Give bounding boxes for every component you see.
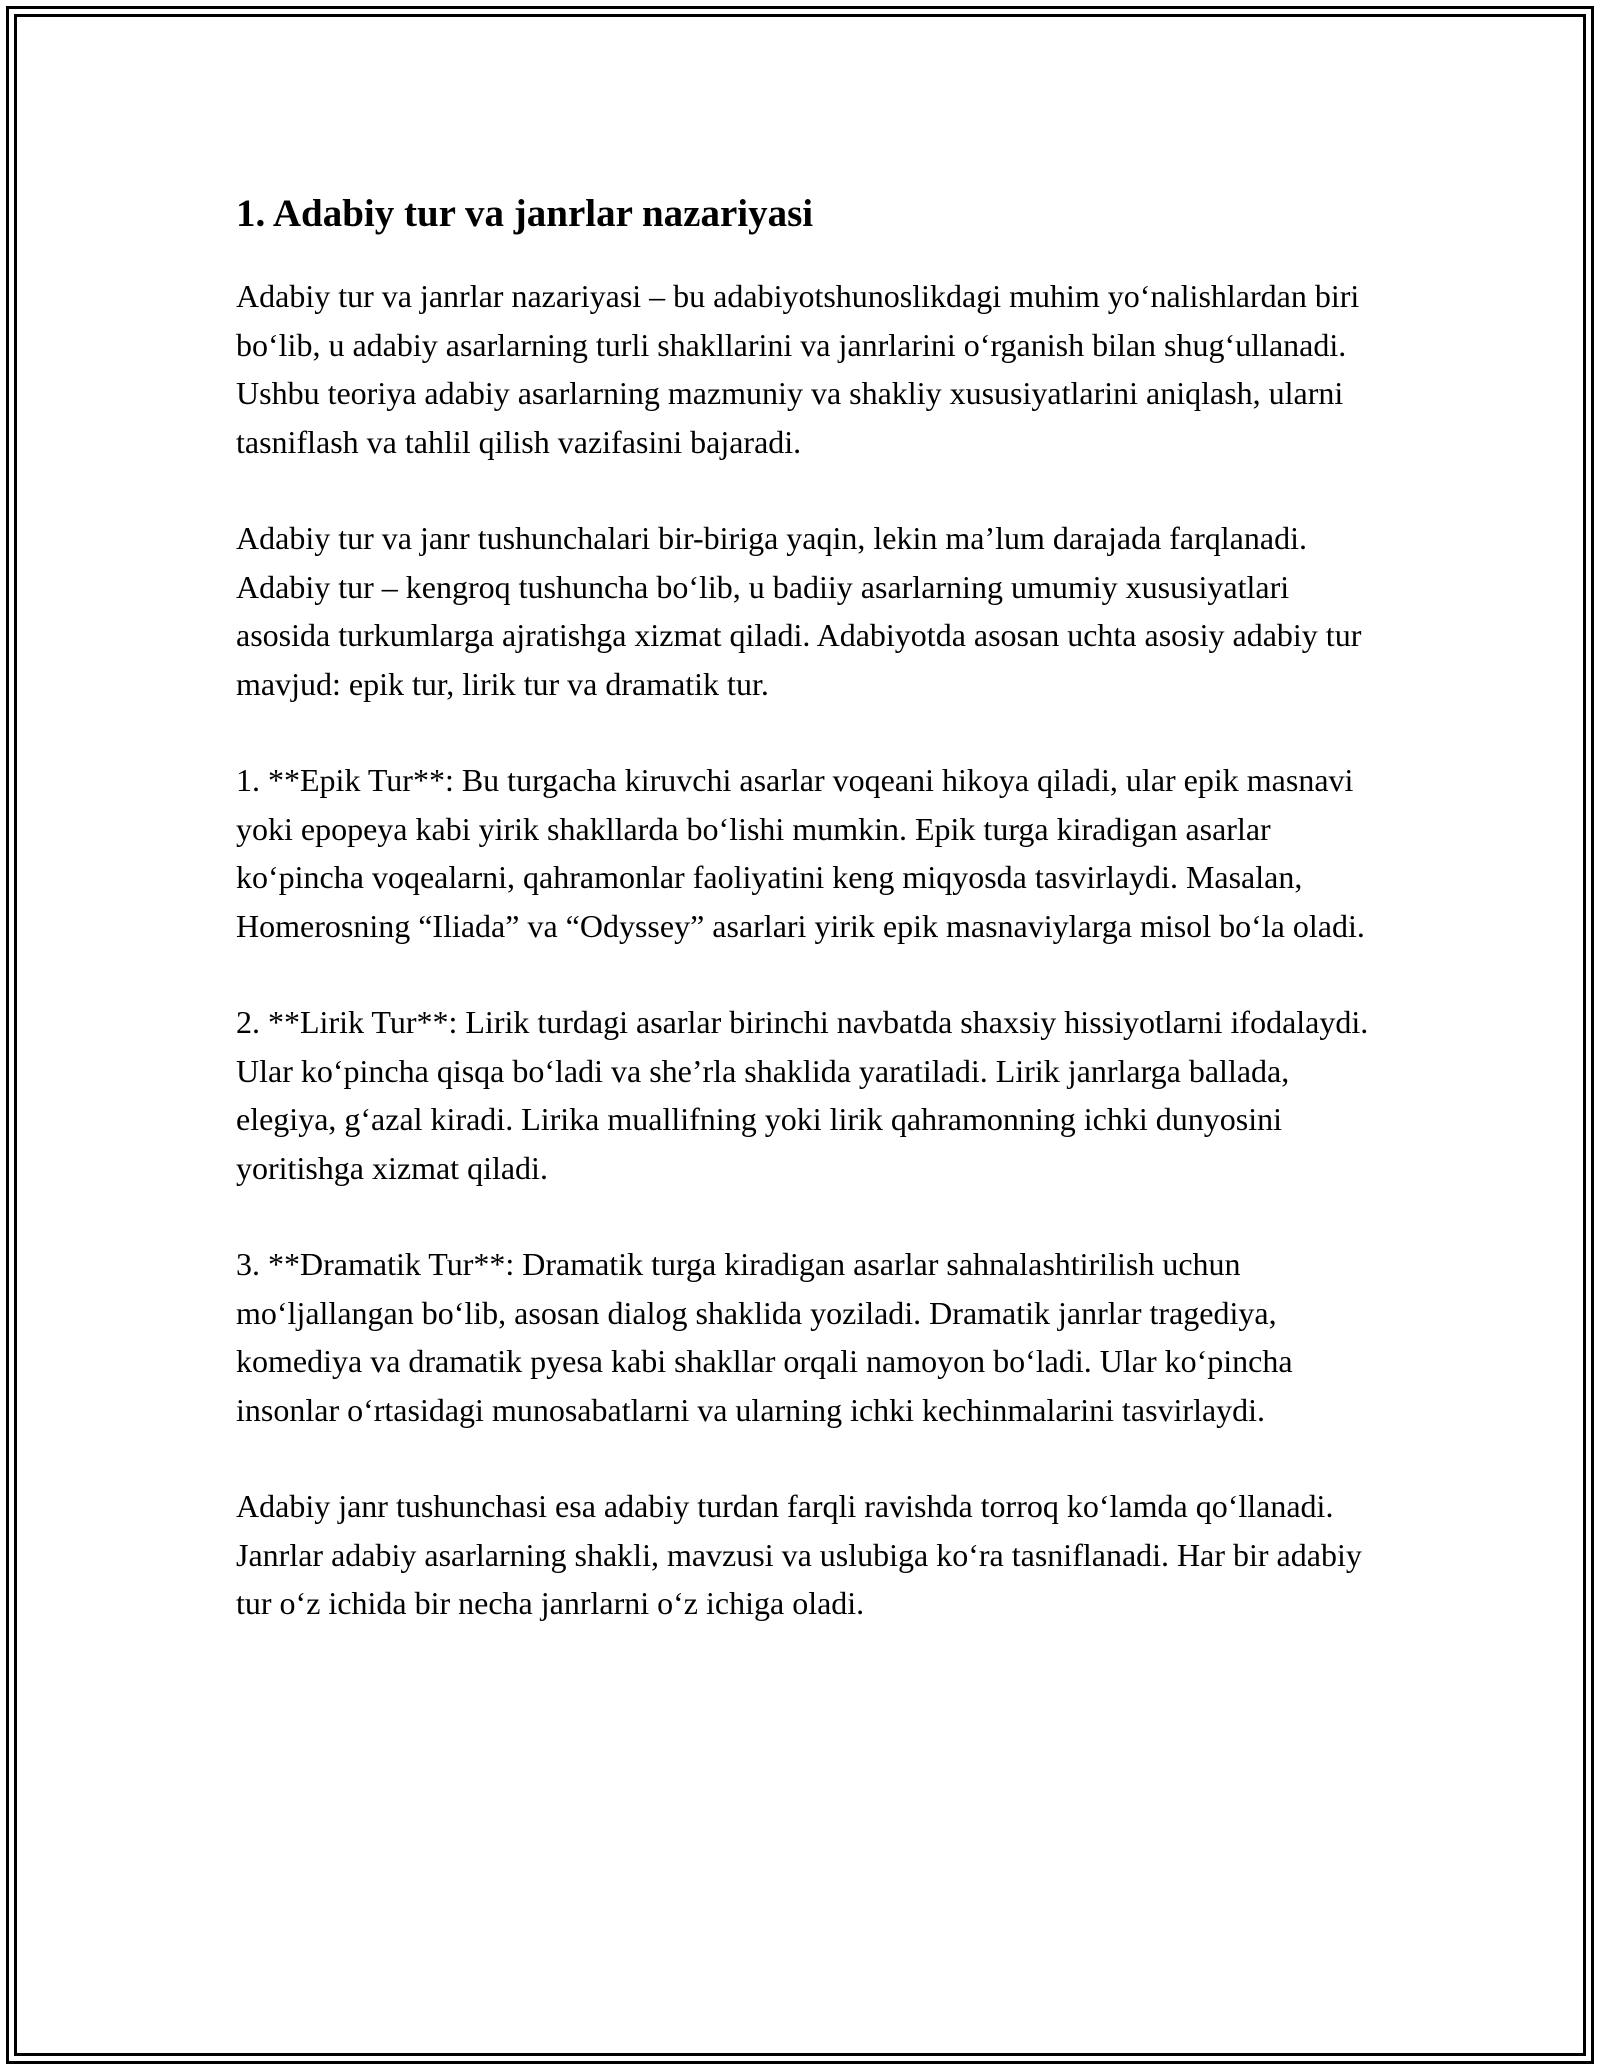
paragraph-janr-tushunchasi: Adabiy janr tushunchasi esa adabiy turdan farqli ravishda torroq koʻlamda qoʻllanadi. Janrlar adabiy asarlarning shakli, mavzusi va uslubiga koʻra tasniflanadi. Har bir adabiy tur oʻz ichida bir necha janrlarni oʻz ichiga oladi. xyxy=(236,1488,1362,1621)
paragraph-tur-va-janr: Adabiy tur va janr tushunchalari bir-biriga yaqin, lekin ma’lum darajada farqlanadi. Adabiy tur – kengroq tushuncha boʻlib, u badiiy asarlarning umumiy xususiyatlari asosida turkumlarga ajratishga xizmat qiladi. Adabiyotda asosan uchta asosiy adabiy tur mavjud: epik tur, lirik tur va dramatik tur. xyxy=(236,520,1362,702)
paragraph-intro: Adabiy tur va janrlar nazariyasi – bu adabiyotshunoslikdagi muhim yoʻnalishlardan biri boʻlib, u adabiy asarlarning turli shakllarini va janrlarini oʻrganish bilan shugʻullanadi. Ushbu teoriya adabiy asarlarning mazmuniy va shakliy xususiyatlarini aniqlash, ularni tasniflash va tahlil qilish vazifasini bajaradi. xyxy=(236,278,1360,460)
paragraph-dramatik-tur: 3. **Dramatik Tur**: Dramatik turga kiradigan asarlar sahnalashtirilish uchun moʻljallangan boʻlib, asosan dialog shaklida yoziladi. Dramatik janrlar tragediya, komediya va dramatik pyesa kabi shakllar orqali namoyon boʻladi. Ular koʻpincha insonlar oʻrtasidagi munosabatlarni va ularning ichki kechinmalarini tasvirlaydi. xyxy=(236,1246,1293,1428)
paragraph-epik-tur: 1. **Epik Tur**: Bu turgacha kiruvchi asarlar voqeani hikoya qiladi, ular epik masnavi yoki epopeya kabi yirik shakllarda boʻlishi mumkin. Epik turga kiradigan asarlar koʻpincha voqealarni, qahramonlar faoliyatini keng miqyosda tasvirlaydi. Masalan, Homerosning “Iliada” va “Odyssey” asarlari yirik epik masnaviylarga misol boʻla oladi. xyxy=(236,762,1365,944)
document-body xyxy=(236,186,1386,1676)
document-title: 1. Adabiy tur va janrlar nazariyasi xyxy=(236,192,814,235)
paragraph-lirik-tur: 2. **Lirik Tur**: Lirik turdagi asarlar birinchi navbatda shaxsiy hissiyotlarni ifodalaydi. Ular koʻpincha qisqa boʻladi va she’rla shaklida yaratiladi. Lirik janrlarga ballada, elegiya, gʻazal kiradi. Lirika muallifning yoki lirik qahramonning ichki dunyosini yoritishga xizmat qiladi. xyxy=(236,1004,1369,1186)
